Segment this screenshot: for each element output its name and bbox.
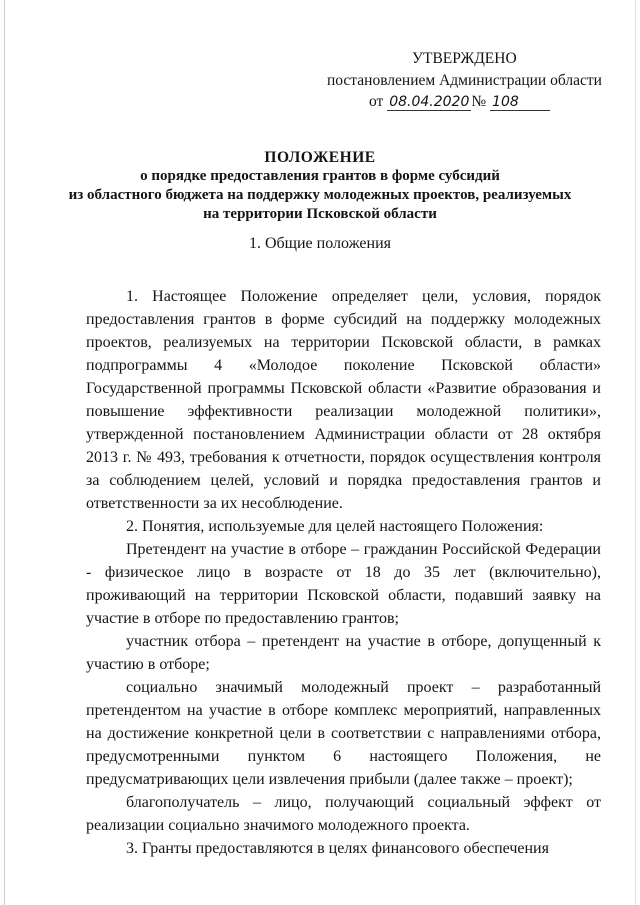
paragraph-2: 2. Понятия, используемые для целей настоящего Положения: bbox=[126, 518, 544, 535]
page-right-edge bbox=[635, 0, 636, 905]
approval-title: УТВЕРЖДЕНО bbox=[412, 50, 517, 67]
paragraph-1: 1. Настоящее Положение определяет цели, условия, порядок предоставления грантов в форме субсидий на поддержку молодежных проектов, реализуемых на территории Псковской области, в рамках подпрограммы 4 «Молодое поколение Псковской области» Государственной программы Псковской области «Развитие образования и повышение эффективности реализации молодежной политики», утвержденной постановлением Администрации области от 28 октября 2013 г. № 493, требования к отчетности, порядок осуществления контроля за соблюдением целей, условий и порядка предоставления грантов и ответственности за их несоблюдение. bbox=[86, 288, 601, 512]
approval-authority: постановлением Администрации области bbox=[327, 72, 602, 89]
document-heading bbox=[40, 148, 600, 224]
definition-project: социально значимый молодежный проект – разработанный претендентом на участие в отборе комплекс мероприятий, направленных на достижение конкретной цели в соответствии с направлениями отбора, предусмотренными пунктом 6 настоящего Положения, не предусматривающих цели извлечения прибыли (далее также – проект); bbox=[86, 679, 601, 788]
definition-applicant: Претендент на участие в отборе – гражданин Российской Федерации - физическое лицо в возрасте от 18 до 35 лет (включительно), проживающий на территории Псковской области, подавший заявку на участие в отборе по предоставлению грантов; bbox=[86, 541, 601, 627]
document-subtitle-line-3: на территории Псковской области bbox=[203, 206, 437, 222]
approval-number: 108 bbox=[490, 94, 550, 111]
document-body bbox=[86, 285, 601, 860]
document-title: ПОЛОЖЕНИЕ bbox=[264, 149, 376, 166]
document-subtitle-line-2: из областного бюджета на поддержку молодежных проектов, реализуемых bbox=[68, 187, 572, 203]
approval-date: 08.04.2020 bbox=[389, 94, 470, 110]
approval-from-label: от bbox=[369, 93, 384, 110]
definition-beneficiary: благополучатель – лицо, получающий социальный эффект от реализации социально значимого молодежного проекта. bbox=[86, 794, 601, 834]
approval-date-number bbox=[369, 93, 550, 111]
approval-number-label: № bbox=[471, 93, 487, 110]
page-left-edge bbox=[4, 0, 5, 905]
paragraph-3: 3. Гранты предоставляются в целях финансового обеспечения bbox=[126, 840, 549, 857]
section-title: 1. Общие положения bbox=[248, 235, 392, 252]
definition-participant: участник отбора – претендент на участие в отборе, допущенный к участию в отборе; bbox=[86, 633, 601, 673]
document-subtitle-line-1: о порядке предоставления грантов в форме субсидий bbox=[140, 168, 500, 184]
